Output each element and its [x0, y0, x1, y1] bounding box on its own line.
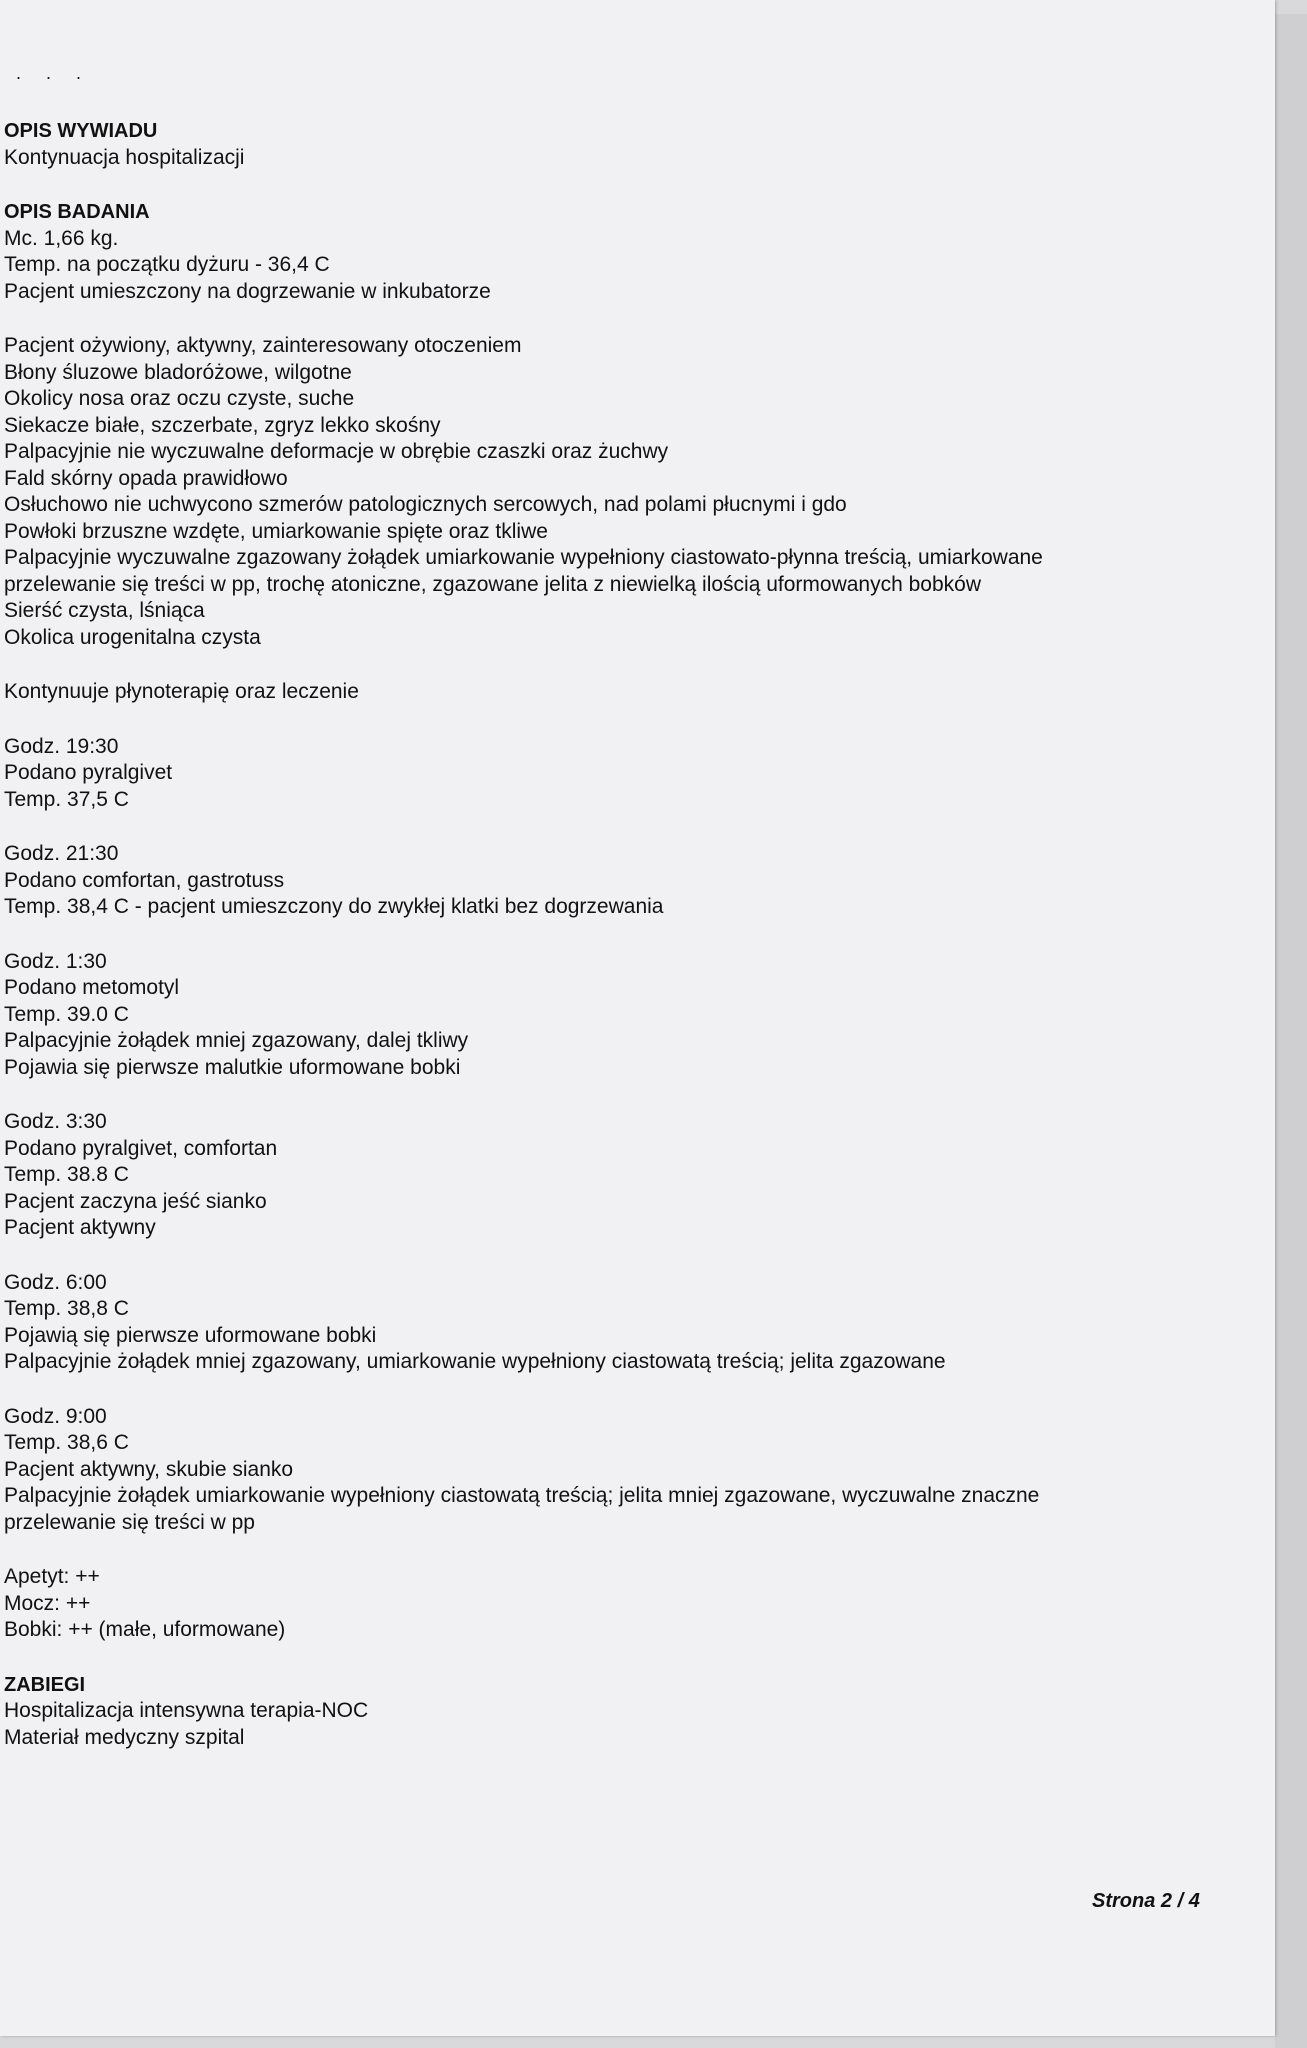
entry-line: Pojawia się pierwsze malutkie uformowane bobki	[4, 1055, 461, 1079]
finding-line: Okolica urogenitalna czysta	[4, 625, 261, 649]
time-entry	[4, 949, 1244, 1082]
entry-line: Godz. 6:00	[4, 1270, 107, 1294]
entry-line: Temp. 37,5 C	[4, 787, 129, 811]
page-content	[4, 60, 1244, 1751]
interview-line: Kontynuacja hospitalizacji	[4, 145, 245, 169]
finding-line: Okolicy nosa oraz oczu czyste, suche	[4, 387, 355, 410]
exam-findings	[4, 333, 1244, 651]
entry-line: Podano pyralgivet	[4, 761, 173, 784]
procedure-line: Hospitalizacja intensywna terapia-NOC	[4, 1699, 369, 1722]
entry-line: Podano pyralgivet, comfortan	[4, 1136, 278, 1160]
entry-line: Podano metomotyl	[4, 976, 180, 999]
exam-intro-line: Pacjent umieszczony na dogrzewanie w inkubatorze	[4, 279, 491, 303]
entry-line: Godz. 19:30	[4, 734, 119, 758]
entry-line: przelewanie się treści w pp	[4, 1510, 255, 1534]
entry-line: Temp. 38,4 C - pacjent umieszczony do zwykłej klatki bez dogrzewania	[4, 895, 664, 918]
entry-line: Pacjent zaczyna jeść sianko	[4, 1189, 267, 1213]
finding-line: Osłuchowo nie uchwycono szmerów patologicznych sercowych, nad polami płucnymi i gdo	[4, 493, 847, 516]
continuation-line: Kontynuuje płynoterapię oraz leczenie	[4, 680, 359, 703]
page-number: Strona 2 / 4	[1092, 1890, 1200, 1912]
entry-line: Godz. 1:30	[4, 949, 107, 973]
entry-line: Pacjent aktywny	[4, 1216, 156, 1239]
finding-line: Fald skórny opada prawidłowo	[4, 466, 288, 490]
summary-line: Apetyt: ++	[4, 1565, 100, 1588]
time-entry	[4, 734, 1244, 814]
procedures-heading: ZABIEGI	[4, 1673, 86, 1696]
entry-line: Godz. 21:30	[4, 842, 119, 865]
entry-line: Podano comfortan, gastrotuss	[4, 868, 285, 892]
entry-line: Temp. 39.0 C	[4, 1002, 129, 1026]
summary-block	[4, 1564, 1244, 1644]
entry-line: Pacjent aktywny, skubie sianko	[4, 1457, 294, 1481]
summary-line: Mocz: ++	[4, 1591, 91, 1615]
finding-line: przelewanie się treści w pp, trochę atoniczne, zgazowane jelita z niewielką ilością uformowanych bobków	[4, 572, 981, 596]
time-entry	[4, 1109, 1244, 1242]
entry-line: Temp. 38.8 C	[4, 1163, 129, 1186]
entry-line: Palpacyjnie żołądek mniej zgazowany, umiarkowanie wypełniony ciastowatą treścią; jelita zgazowane	[4, 1350, 946, 1373]
underlying-sheet-edge	[1275, 14, 1307, 2048]
entry-line: Pojawią się pierwsze uformowane bobki	[4, 1323, 377, 1347]
entry-line: Palpacyjnie żołądek umiarkowanie wypełniony ciastowatą treścią; jelita mniej zgazowane, wyczuwalne znaczne	[4, 1484, 1040, 1507]
finding-line: Powłoki brzuszne wzdęte, umiarkowanie spięte oraz tkliwe	[4, 519, 548, 543]
interview-heading: OPIS WYWIADU	[4, 120, 158, 142]
entry-line: Temp. 38,8 C	[4, 1297, 129, 1320]
finding-line: Pacjent ożywiony, aktywny, zainteresowany otoczeniem	[4, 334, 522, 357]
finding-line: Błony śluzowe bladoróżowe, wilgotne	[4, 360, 352, 384]
exam-heading: OPIS BADANIA	[4, 201, 150, 223]
summary-line: Bobki: ++ (małe, uformowane)	[4, 1618, 286, 1641]
time-entry	[4, 841, 1244, 921]
entry-line: Palpacyjnie żołądek mniej zgazowany, dalej tkliwy	[4, 1029, 469, 1052]
procedure-line: Materiał medyczny szpital	[4, 1725, 245, 1749]
entry-line: Godz. 9:00	[4, 1404, 107, 1428]
finding-line: Palpacyjnie wyczuwalne zgazowany żołądek umiarkowanie wypełniony ciastowato-płynna treścią, umiarkowane	[4, 546, 1043, 569]
time-entry	[4, 1404, 1244, 1537]
exam-intro-line: Temp. na początku dyżuru - 36,4 C	[4, 253, 330, 276]
finding-line: Sierść czysta, lśniąca	[4, 599, 205, 622]
entry-line: Temp. 38,6 C	[4, 1431, 129, 1454]
finding-line: Palpacyjnie nie wyczuwalne deformacje w obrębie czaszki oraz żuchwy	[4, 440, 669, 463]
header-dots: . . .	[16, 63, 92, 83]
time-entry	[4, 1270, 1244, 1376]
exam-intro-line: Mc. 1,66 kg.	[4, 226, 119, 250]
entry-line: Godz. 3:30	[4, 1110, 107, 1133]
finding-line: Siekacze białe, szczerbate, zgryz lekko skośny	[4, 413, 441, 437]
